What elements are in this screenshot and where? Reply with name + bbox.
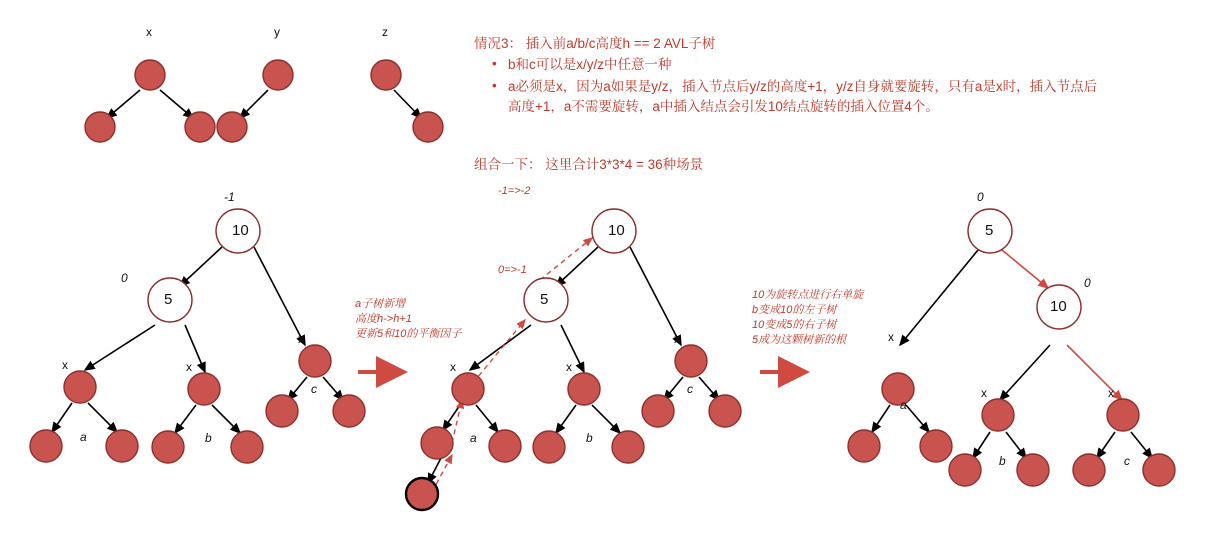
tree2-subtree-c: c: [687, 382, 693, 396]
tree2-root-bf: -1=>-2: [498, 185, 531, 197]
step2-line4: 5成为这颗树新的根: [752, 334, 847, 346]
tree2-mark-a: x: [450, 360, 456, 374]
step1-line2: 高度h->h+1: [355, 313, 412, 325]
note-bullet-1: b和c可以是x/y/z中任意一种: [508, 57, 672, 72]
step1-line1: a子树新增: [355, 298, 406, 310]
tree1-subtree-a: a: [80, 430, 87, 444]
step2-line1: 10为旋转点进行右单旋: [752, 289, 864, 301]
tree1-root-label: 10: [232, 222, 249, 239]
tree1-root-bf: -1: [224, 190, 235, 204]
bullet-dot-1: •: [492, 56, 497, 71]
tree3-mark-b: x: [981, 386, 987, 400]
tree3-right-label: 10: [1050, 298, 1067, 315]
tree2-root-label: 10: [608, 222, 625, 239]
tree1-left-bf: 0: [121, 271, 128, 285]
legend-label-y: y: [274, 25, 280, 39]
tree3-subtree-b: b: [999, 454, 1006, 468]
step1-line3: 更新5和10的平衡因子: [355, 328, 462, 340]
tree3-subtree-c: c: [1124, 454, 1130, 468]
tree1-subtree-c: c: [311, 382, 317, 396]
tree2-mark-b: x: [566, 360, 572, 374]
tree3-right-bf: 0: [1084, 276, 1091, 290]
tree2-left-label: 5: [540, 291, 549, 308]
legend-label-x: x: [146, 25, 152, 39]
step2-line3: 10变成5的右子树: [752, 319, 837, 331]
tree3-root-bf: 0: [977, 190, 984, 204]
tree2-mark-c: x: [674, 332, 680, 346]
bullet-dot-2: •: [492, 78, 497, 93]
tree1-subtree-b: b: [205, 431, 212, 445]
tree2-subtree-a: a: [470, 431, 477, 445]
tree1-mark-a: x: [62, 358, 68, 372]
legend-label-z: z: [382, 25, 388, 39]
note-summary: 组合一下： 这里合计3*3*4 = 36种场景: [474, 157, 704, 172]
tree3-root-label: 5: [985, 222, 994, 239]
tree1-mark-c: x: [298, 332, 304, 346]
note-title: 情况3： 插入前a/b/c高度h == 2 AVL子树: [474, 36, 716, 51]
tree2-subtree-b: b: [586, 431, 593, 445]
step2-line2: b变成10的左子树: [752, 304, 837, 316]
note-bullet-2: a必须是x，因为a如果是y/z，插入节点后y/z的高度+1，y/z自身就要旋转，只有a是x时，插入节点后高度+1，a不需要旋转，a中插入结点会引发10结点旋转的插入位置4个。: [508, 79, 1098, 114]
tree2-left-bf: 0=>-1: [498, 264, 527, 276]
tree3-mark-a: x: [888, 330, 894, 344]
tree1-left-label: 5: [164, 291, 173, 308]
tree3-subtree-a: a: [900, 398, 907, 412]
tree3-mark-c: x: [1108, 386, 1114, 400]
tree1-mark-b: x: [186, 360, 192, 374]
